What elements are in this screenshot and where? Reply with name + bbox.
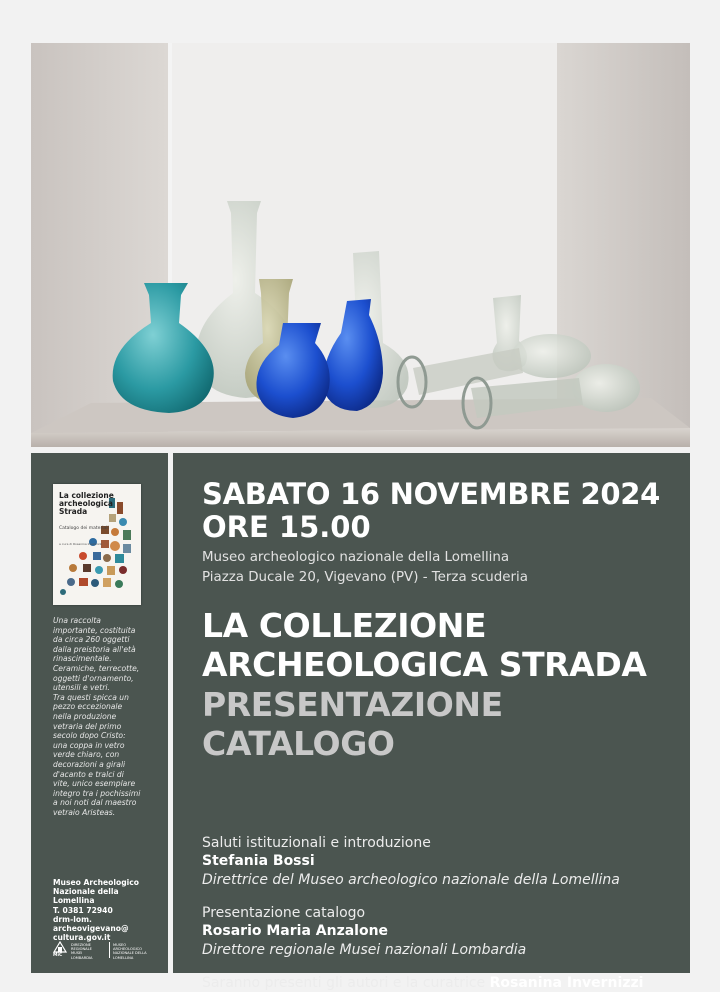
museum-contact bbox=[53, 878, 165, 942]
description-line: vetraria del primo bbox=[53, 721, 122, 731]
contact-line: Museo Archeologico bbox=[53, 878, 139, 887]
description-line: vite, unico esemplare bbox=[53, 779, 136, 789]
logo-separator bbox=[109, 942, 110, 958]
logo-line: LOMBARDIA bbox=[71, 955, 93, 960]
logo-line: MUSEI bbox=[71, 951, 83, 956]
description-line: a noi noti dal maestro bbox=[53, 798, 137, 808]
venue-name: Museo archeologico nazionale della Lomellina bbox=[202, 550, 510, 565]
description-line: pezzo eccezionale bbox=[53, 702, 123, 712]
presentation-speaker: Rosario Maria Anzalone bbox=[202, 923, 389, 939]
logo-line: LOMELLINA bbox=[113, 955, 134, 960]
contact-email[interactable]: cultura.gov.it bbox=[53, 933, 111, 943]
subtitle-line-2: CATALOGO bbox=[202, 724, 395, 763]
mic-emblem-icon bbox=[53, 941, 67, 953]
contact-line: Lomellina bbox=[53, 896, 95, 906]
catalog-cover bbox=[53, 484, 141, 605]
greeting-label: Saluti istituzionali e introduzione bbox=[202, 835, 431, 851]
venue-address: Piazza Ducale 20, Vigevano (PV) - Terza scuderia bbox=[202, 570, 528, 585]
logo-line: REGIONALE bbox=[71, 947, 92, 952]
description-line: verde chiaro, con bbox=[53, 750, 120, 760]
description-line: secolo dopo Cristo: bbox=[53, 731, 126, 741]
sidebar bbox=[31, 453, 168, 973]
greeting-speaker: Stefania Bossi bbox=[202, 853, 315, 869]
logo-line: NAZIONALE DELLA bbox=[113, 951, 147, 956]
description-line: oggetti d'ornamento, bbox=[53, 673, 134, 683]
event-date: SABATO 16 NOVEMBRE 2024 bbox=[202, 477, 661, 511]
description-line: vetraio Aristeas. bbox=[53, 807, 116, 817]
description-line: importante, costituita bbox=[53, 625, 136, 635]
closing-note bbox=[202, 974, 643, 992]
catalog-cover-title-line: archeologica bbox=[59, 499, 113, 508]
description-line: dalla preistoria all'età bbox=[53, 644, 136, 654]
title-line-1: LA COLLEZIONE bbox=[202, 606, 487, 645]
logo-right-block bbox=[113, 943, 149, 960]
logo-left-block bbox=[71, 943, 107, 960]
presentation-label: Presentazione catalogo bbox=[202, 905, 366, 921]
poster bbox=[31, 43, 690, 991]
logo-line: ARCHEOLOGICO bbox=[113, 947, 142, 952]
description-line: una coppa in vetro bbox=[53, 740, 125, 750]
catalog-cover-title-line: La collezione bbox=[59, 491, 114, 500]
catalog-cover-title-line: Strada bbox=[59, 507, 88, 516]
contact-phone[interactable]: T. 0381 72940 bbox=[53, 905, 113, 915]
event-time: ORE 15.00 bbox=[202, 510, 371, 544]
description-line: integro tra i pochissimi bbox=[53, 788, 141, 798]
description-line: utensili e vetri. bbox=[53, 683, 110, 693]
title-line-2: ARCHEOLOGICA STRADA bbox=[202, 645, 647, 684]
subtitle-line-1: PRESENTAZIONE bbox=[202, 685, 503, 724]
mic-label: MiC bbox=[53, 953, 63, 958]
description-line: nella produzione bbox=[53, 711, 117, 721]
description-line: da circa 260 oggetti bbox=[53, 635, 130, 645]
contact-line: Nazionale della bbox=[53, 887, 119, 897]
description-line: Ceramiche, terrecotte, bbox=[53, 663, 140, 673]
ministry-logo bbox=[53, 941, 153, 961]
logo-line: DIREZIONE bbox=[71, 943, 91, 947]
presentation-speaker-role: Direttore regionale Musei nazionali Lombardia bbox=[202, 942, 527, 958]
catalog-cover-title bbox=[59, 492, 139, 516]
collection-description bbox=[53, 616, 165, 817]
description-line: decorazioni a girali bbox=[53, 759, 126, 769]
closing-text: Saranno presenti gli autori e la curatrice bbox=[202, 975, 490, 991]
description-line: d'acanto e tralci di bbox=[53, 769, 124, 779]
event-details bbox=[173, 453, 690, 991]
glass-vessels-photo bbox=[31, 43, 690, 447]
greeting-speaker-role: Direttrice del Museo archeologico nazionale della Lomellina bbox=[202, 872, 620, 888]
description-line: rinascimentale. bbox=[53, 654, 112, 664]
contact-email[interactable]: drm-lom. bbox=[53, 914, 92, 924]
description-line: Una raccolta bbox=[53, 616, 101, 625]
curator-name: Rosanina Invernizzi bbox=[489, 975, 644, 991]
contact-email[interactable]: archeovigevano@ bbox=[53, 924, 129, 934]
description-line: Tra questi spicca un bbox=[53, 692, 129, 702]
glass-vessels-illustration bbox=[31, 43, 690, 447]
logo-line: MUSEO bbox=[113, 943, 127, 947]
catalog-cover-subtitle: Catalogo dei materiali bbox=[59, 526, 109, 531]
catalog-cover-curator: a cura di Rosanina Invernizzi bbox=[59, 542, 102, 546]
